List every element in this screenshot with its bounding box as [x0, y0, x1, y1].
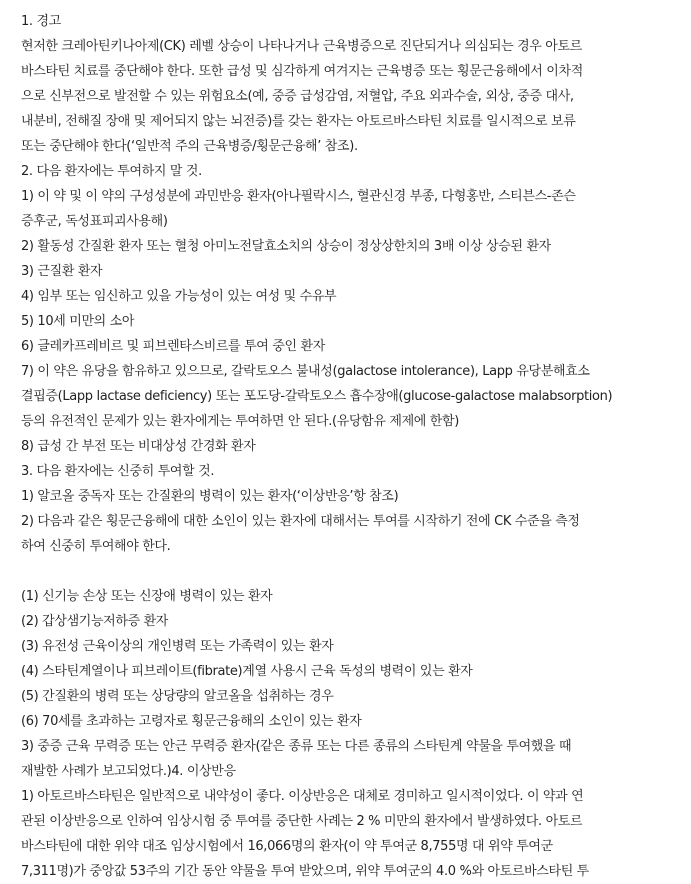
text-line: 1. 경고 — [21, 14, 61, 29]
blank-line — [21, 559, 683, 584]
text-line: (5) 간질환의 병력 또는 상당량의 알코올을 섭취하는 경우 — [21, 689, 334, 704]
text-line: 하여 신중히 투여해야 한다. — [21, 539, 171, 554]
text-line: 내분비, 전해질 장애 및 제어되지 않는 뇌전증)를 갖는 환자는 아토르바스타틴 치료를 일시적으로 보류 — [21, 114, 576, 129]
text-line: 7) 이 약은 유당을 함유하고 있으므로, 갈락토오스 불내성(galactose intolerance), Lapp 유당분해효소 — [21, 364, 590, 379]
text-line: 1) 아토르바스타틴은 일반적으로 내약성이 좋다. 이상반응은 대체로 경미하고 일시적이었다. 이 약과 연 — [21, 789, 584, 804]
text-line: 4) 임부 또는 임신하고 있을 가능성이 있는 여성 및 수유부 — [21, 289, 337, 304]
text-line: 3. 다음 환자에는 신중히 투여할 것. — [21, 464, 215, 479]
text-line: 2) 활동성 간질환 환자 또는 혈청 아미노전달효소치의 상승이 정상상한치의 3배 이상 상승된 환자 — [21, 239, 551, 254]
text-line: (3) 유전성 근육이상의 개인병력 또는 가족력이 있는 환자 — [21, 639, 334, 654]
text-line: 바스타틴에 대한 위약 대조 임상시험에서 16,066명의 환자(이 약 투여군 8,755명 대 위약 투여군 — [21, 839, 553, 854]
text-line: (1) 신기능 손상 또는 신장애 병력이 있는 환자 — [21, 589, 273, 604]
text-line: 결핍증(Lapp lactase deficiency) 또는 포도당-갈락토오스 흡수장애(glucose-galactose malabsorption) — [21, 389, 613, 404]
text-line: 또는 중단해야 한다(‘일반적 주의 근육병증/횡문근융해’ 참조). — [21, 139, 358, 154]
text-line: 으로 신부전으로 발전할 수 있는 위험요소(예, 중증 급성감염, 저혈압, 주요 외과수술, 외상, 중증 대사, — [21, 89, 574, 104]
text-line: 1) 이 약 및 이 약의 구성성분에 과민반응 환자(아나필락시스, 혈관신경 부종, 다형홍반, 스티븐스-존슨 — [21, 189, 576, 204]
text-line: 등의 유전적인 문제가 있는 환자에게는 투여하면 안 된다.(유당함유 제제에 한함) — [21, 414, 459, 429]
text-line: 현저한 크레아틴키나아제(CK) 레벨 상승이 나타나거나 근육병증으로 진단되거나 의심되는 경우 아토르 — [21, 39, 582, 54]
text-line: (6) 70세를 초과하는 고령자로 횡문근융해의 소인이 있는 환자 — [21, 714, 362, 729]
text-line: 증후군, 독성표피괴사용해) — [21, 214, 168, 229]
document-body — [21, 9, 683, 884]
text-line: 2) 다음과 같은 횡문근융해에 대한 소인이 있는 환자에 대해서는 투여를 시작하기 전에 CK 수준을 측정 — [21, 514, 580, 529]
text-line: 5) 10세 미만의 소아 — [21, 314, 135, 329]
text-line: (4) 스타틴계열이나 피브레이트(fibrate)계열 사용시 근육 독성의 병력이 있는 환자 — [21, 664, 473, 679]
text-line: 3) 중증 근육 무력증 또는 안근 무력증 환자(같은 종류 또는 다른 종류의 스타틴계 약물을 투여했을 때 — [21, 739, 572, 754]
text-line: 3) 근질환 환자 — [21, 264, 103, 279]
text-line: 바스타틴 치료를 중단해야 한다. 또한 급성 및 심각하게 여겨지는 근육병증 또는 횡문근융해에서 이차적 — [21, 64, 583, 79]
text-line: 8) 급성 간 부전 또는 비대상성 간경화 환자 — [21, 439, 256, 454]
text-line: 관된 이상반응으로 인하여 임상시험 중 투여를 중단한 사례는 2 % 미만의 환자에서 발생하였다. 아토르 — [21, 814, 583, 829]
text-line: 재발한 사례가 보고되었다.)4. 이상반응 — [21, 764, 236, 779]
text-line: 2. 다음 환자에는 투여하지 말 것. — [21, 164, 202, 179]
text-line: (2) 갑상샘기능저하증 환자 — [21, 614, 169, 629]
text-line: 7,311명)가 중앙값 53주의 기간 동안 약물을 투여 받았으며, 위약 투여군의 4.0 %와 아토르바스타틴 투 — [21, 864, 589, 879]
text-line: 6) 글레카프레비르 및 피브렌타스비르를 투여 중인 환자 — [21, 339, 325, 354]
text-line: 1) 알코올 중독자 또는 간질환의 병력이 있는 환자(‘이상반응’항 참조) — [21, 489, 399, 504]
